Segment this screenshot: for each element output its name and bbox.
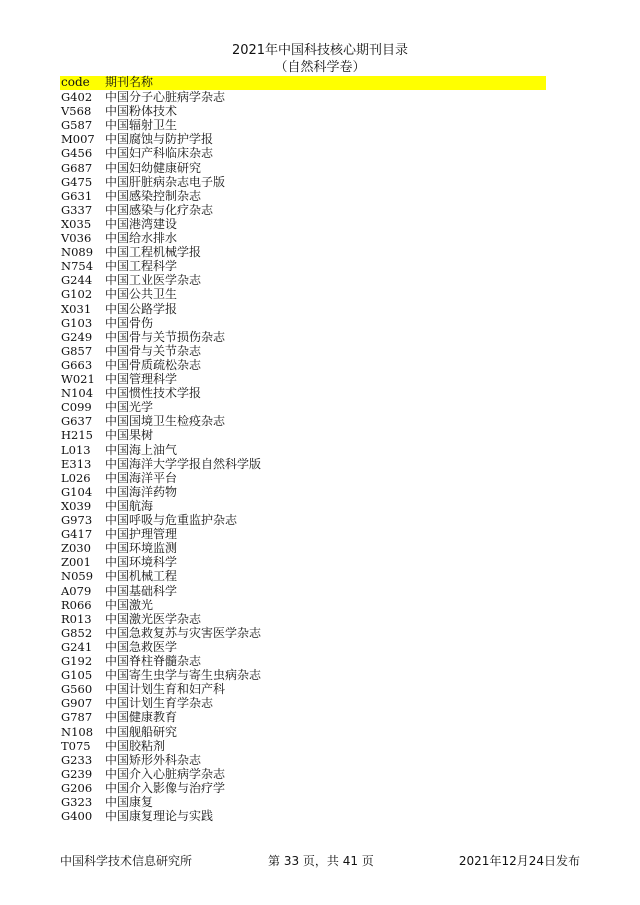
- table-row: [0, 161, 640, 175]
- journal-name: 中国环境监测: [105, 541, 178, 556]
- journal-name: 中国呼吸与危重监护杂志: [105, 513, 238, 527]
- page-subtitle: （自然科学卷）: [274, 60, 366, 75]
- table-row: [0, 527, 640, 541]
- journal-code: G337: [61, 202, 93, 217]
- journal-code: R013: [61, 611, 92, 626]
- table-row: [0, 443, 640, 457]
- table-row: [0, 104, 640, 118]
- journal-name: 中国公路学报: [105, 301, 178, 316]
- table-row: [0, 584, 640, 598]
- journal-code: G402: [61, 90, 93, 104]
- table-row: [0, 457, 640, 471]
- journal-code: G400: [61, 809, 93, 824]
- journal-name: 中国基础科学: [105, 583, 178, 598]
- journal-code: N104: [61, 386, 94, 401]
- journal-code: G475: [61, 174, 93, 189]
- journal-name: 中国感染与化疗杂志: [105, 202, 214, 217]
- journal-code: G637: [61, 414, 93, 429]
- table-row: [0, 203, 640, 217]
- journal-code: X035: [61, 216, 92, 231]
- journal-code: G103: [61, 315, 93, 330]
- journal-code: G687: [61, 160, 93, 175]
- table-row: [0, 344, 640, 358]
- table-row: [0, 710, 640, 724]
- journal-code: G233: [61, 752, 93, 767]
- journal-name: 中国康复理论与实践: [105, 809, 214, 824]
- journal-code: G907: [61, 696, 93, 711]
- journal-code: G241: [61, 639, 93, 654]
- journal-name: 中国海洋平台: [105, 470, 178, 485]
- journal-code: Z030: [61, 541, 91, 556]
- journal-code: E313: [61, 456, 92, 471]
- journal-code: G104: [61, 484, 93, 499]
- table-row: [0, 569, 640, 583]
- table-row: [0, 471, 640, 485]
- table-row: [0, 668, 640, 682]
- journal-code: G323: [61, 795, 93, 809]
- footer-publish-date: 2021年12月24日发布: [458, 854, 580, 868]
- table-row: [0, 231, 640, 245]
- journal-code: G587: [61, 118, 93, 133]
- journal-code: L013: [61, 442, 91, 457]
- table-row: [0, 400, 640, 414]
- journal-code: G192: [61, 654, 93, 668]
- table-row: [0, 696, 640, 710]
- table-row: [0, 541, 640, 555]
- table-row: [0, 146, 640, 160]
- journal-code: X039: [61, 498, 92, 513]
- journal-name: 中国激光医学杂志: [105, 611, 202, 626]
- journal-code: G787: [61, 710, 93, 725]
- table-row: [0, 90, 640, 104]
- footer-page-number: 第 33 页，共 41 页: [268, 854, 374, 868]
- journal-name: 中国急救复苏与灾害医学杂志: [105, 625, 262, 640]
- journal-code: X031: [61, 301, 92, 316]
- journal-code: L026: [61, 470, 91, 485]
- table-row: [0, 372, 640, 386]
- journal-name: 中国健康教育: [105, 710, 178, 725]
- column-header-code: code: [61, 75, 90, 89]
- journal-name: 中国骨伤: [105, 315, 154, 330]
- table-row: [0, 640, 640, 654]
- journal-code: G456: [61, 146, 93, 161]
- table-row: [0, 725, 640, 739]
- table-row: [0, 753, 640, 767]
- journal-name: 中国辐射卫生: [105, 118, 178, 133]
- journal-name: 中国介入影像与治疗学: [105, 780, 226, 795]
- journal-name: 中国舰船研究: [105, 724, 178, 739]
- journal-name: 中国给水排水: [105, 231, 178, 245]
- table-row: [0, 273, 640, 287]
- journal-name: 中国机械工程: [105, 569, 178, 584]
- journal-code: G249: [61, 329, 93, 344]
- journal-name: 中国介入心脏病学杂志: [105, 766, 226, 781]
- journal-code: G105: [61, 668, 93, 683]
- table-row: [0, 612, 640, 626]
- table-row: [0, 598, 640, 612]
- journal-name: 中国骨与关节损伤杂志: [105, 329, 226, 344]
- journal-code: G631: [61, 188, 93, 203]
- journal-name: 中国航海: [105, 498, 154, 513]
- journal-name: 中国分子心脏病学杂志: [105, 90, 226, 104]
- table-row: [0, 499, 640, 513]
- journal-name: 中国计划生育学杂志: [105, 696, 214, 711]
- journal-name: 中国光学: [105, 400, 154, 415]
- journal-code: Z001: [61, 555, 91, 570]
- journal-name: 中国公共卫生: [105, 287, 178, 302]
- journal-name: 中国工业医学杂志: [105, 273, 202, 288]
- journal-code: G560: [61, 682, 93, 697]
- table-row: [0, 682, 640, 696]
- journal-code: G239: [61, 766, 93, 781]
- table-row: [0, 414, 640, 428]
- journal-name: 中国矫形外科杂志: [105, 752, 202, 767]
- journal-code: N754: [61, 259, 94, 274]
- column-header-journal-name: 期刊名称: [105, 75, 154, 89]
- journal-code: G973: [61, 513, 93, 527]
- journal-code: N108: [61, 724, 94, 739]
- journal-code: G244: [61, 273, 93, 288]
- journal-code: N089: [61, 245, 94, 260]
- journal-name: 中国港湾建设: [105, 216, 178, 231]
- journal-name: 中国管理科学: [105, 372, 178, 386]
- journal-name: 中国感染控制杂志: [105, 188, 202, 203]
- table-row: [0, 287, 640, 301]
- table-row: [0, 555, 640, 569]
- table-row: [0, 259, 640, 273]
- journal-name: 中国粉体技术: [105, 104, 178, 119]
- journal-name: 中国康复: [105, 795, 154, 809]
- table-row: [0, 739, 640, 753]
- table-row: [0, 330, 640, 344]
- table-row: [0, 175, 640, 189]
- table-row: [0, 386, 640, 400]
- table-row: [0, 781, 640, 795]
- table-row: [0, 302, 640, 316]
- journal-code: H215: [61, 428, 93, 443]
- journal-name: 中国海洋药物: [105, 484, 178, 499]
- journal-name: 中国骨质疏松杂志: [105, 357, 202, 372]
- journal-name: 中国急救医学: [105, 639, 178, 654]
- journal-name: 中国妇幼健康研究: [105, 160, 202, 175]
- journal-name: 中国海上油气: [105, 442, 178, 457]
- table-row: [0, 316, 640, 330]
- journal-code: N059: [61, 569, 94, 584]
- journal-name: 中国果树: [105, 428, 154, 443]
- table-row: [0, 118, 640, 132]
- journal-name: 中国激光: [105, 597, 154, 612]
- journal-name: 中国惯性技术学报: [105, 386, 202, 401]
- table-row: [0, 358, 640, 372]
- page-title: 2021年中国科技核心期刊目录: [231, 43, 409, 58]
- table-row: [0, 485, 640, 499]
- journal-name: 中国肝脏病杂志电子版: [105, 174, 226, 189]
- table-row: [0, 809, 640, 823]
- journal-name: 中国寄生虫学与寄生虫病杂志: [105, 668, 262, 683]
- journal-code: G206: [61, 780, 93, 795]
- journal-code: G102: [61, 287, 93, 302]
- journal-code: V036: [61, 231, 92, 245]
- table-row: [0, 132, 640, 146]
- journal-name: 中国环境科学: [105, 555, 178, 570]
- journal-name: 中国计划生育和妇产科: [105, 682, 226, 697]
- journal-code: V568: [61, 104, 92, 119]
- journal-code: G663: [61, 357, 93, 372]
- journal-name: 中国护理管理: [105, 527, 178, 542]
- journal-name: 中国海洋大学学报自然科学版: [105, 456, 262, 471]
- journal-code: T075: [61, 738, 91, 753]
- journal-name: 中国脊柱脊髓杂志: [105, 654, 202, 668]
- journal-name: 中国妇产科临床杂志: [105, 146, 214, 161]
- footer-publisher: 中国科学技术信息研究所: [60, 854, 193, 868]
- table-row: [0, 217, 640, 231]
- table-row: [0, 245, 640, 259]
- journal-name: 中国腐蚀与防护学报: [105, 132, 214, 147]
- table-row: [0, 795, 640, 809]
- journal-code: W021: [61, 372, 95, 386]
- journal-code: G857: [61, 343, 93, 358]
- journal-name: 中国工程机械学报: [105, 245, 202, 260]
- table-row: [0, 767, 640, 781]
- journal-name: 中国胶粘剂: [105, 738, 166, 753]
- journal-name: 中国国境卫生检疫杂志: [105, 414, 226, 429]
- journal-code: A079: [61, 583, 92, 598]
- table-row: [0, 626, 640, 640]
- journal-code: C099: [61, 400, 92, 415]
- table-row: [0, 513, 640, 527]
- table-row: [0, 654, 640, 668]
- journal-name: 中国工程科学: [105, 259, 178, 274]
- journal-code: R066: [61, 597, 92, 612]
- journal-code: M007: [61, 132, 95, 147]
- journal-code: G417: [61, 527, 93, 542]
- table-row: [0, 189, 640, 203]
- table-row: [0, 428, 640, 442]
- journal-name: 中国骨与关节杂志: [105, 343, 202, 358]
- journal-code: G852: [61, 625, 93, 640]
